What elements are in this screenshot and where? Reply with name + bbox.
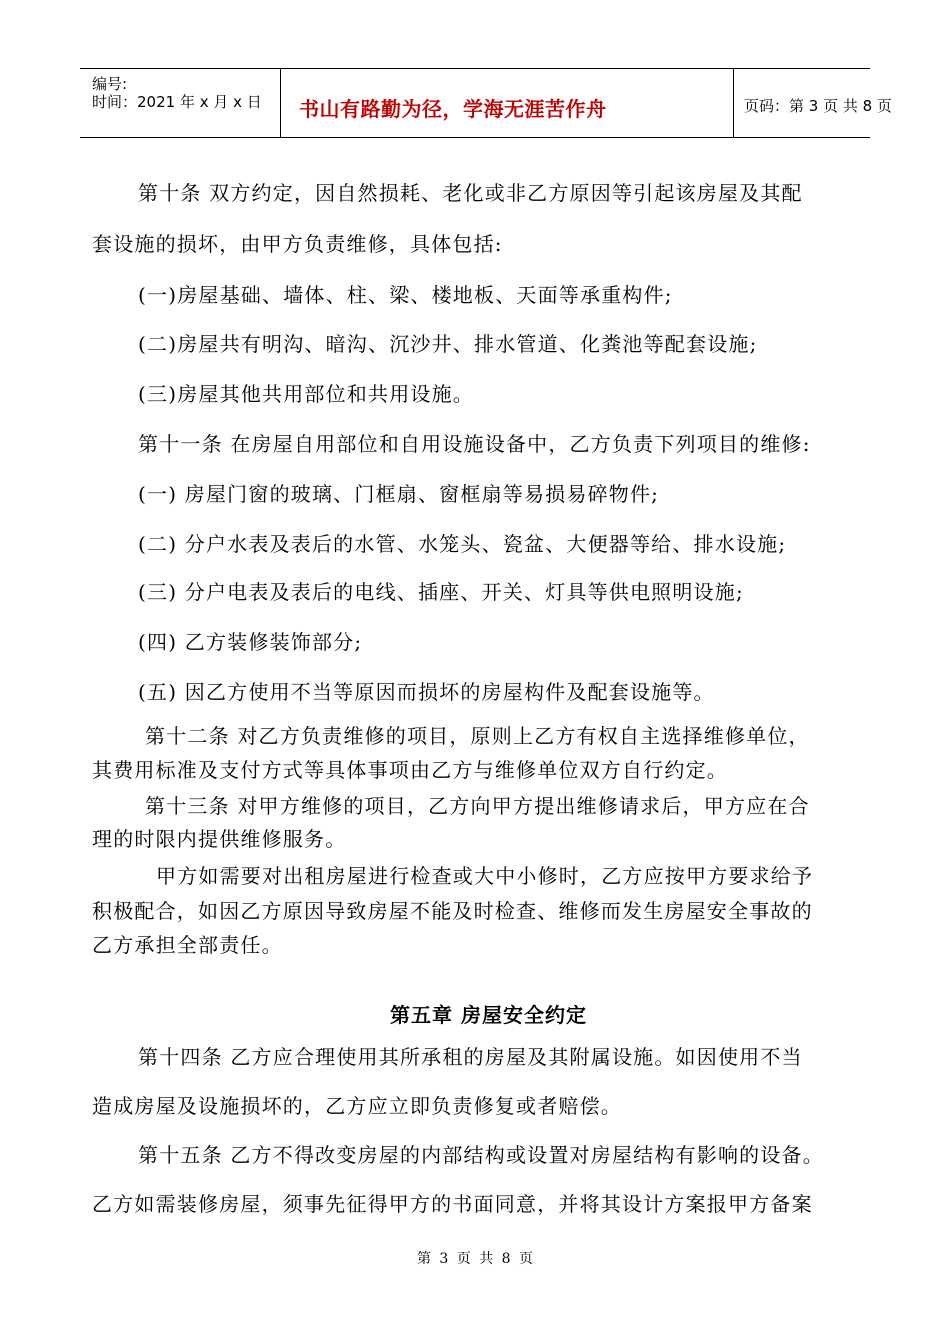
header-page-info: 页码：第 3 页 共 8 页 xyxy=(744,97,892,115)
document-date-label: 时间：2021 年 x 月 x 日 xyxy=(92,93,262,111)
article-10-item-1: (一)房屋基础、墙体、柱、梁、楼地板、天面等承重构件; xyxy=(138,283,673,307)
article-15-line-1: 第十五条 乙方不得改变房屋的内部结构或设置对房屋结构有影响的设备。 xyxy=(138,1143,824,1167)
article-11-item-3: (三) 分户电表及表后的电线、插座、开关、灯具等供电照明设施; xyxy=(138,580,744,604)
chapter-5-heading: 第五章 房屋安全约定 xyxy=(390,1003,587,1027)
article-10-line-2: 套设施的损坏，由甲方负责维修，具体包括: xyxy=(92,232,503,256)
article-11-item-2: (二) 分户水表及表后的水管、水笼头、瓷盆、大便器等给、排水设施; xyxy=(138,532,787,556)
article-11-item-4: (四) 乙方装修装饰部分; xyxy=(138,630,363,654)
article-10-item-2: (二)房屋共有明沟、暗沟、沉沙井、排水管道、化粪池等配套设施; xyxy=(138,332,758,356)
document-number-label: 编号: xyxy=(92,75,128,93)
header-motto-cell xyxy=(281,69,734,137)
article-14-line-2: 造成房屋及设施损坏的，乙方应立即负责修复或者赔偿。 xyxy=(92,1094,622,1118)
paragraph-line-3: 乙方承担全部责任。 xyxy=(92,933,283,957)
page-footer: 第 3 页 共 8 页 xyxy=(416,1251,534,1267)
article-10-item-3: (三)房屋其他共用部位和共用设施。 xyxy=(138,382,475,406)
article-10-line-1: 第十条 双方约定，因自然损耗、老化或非乙方原因等引起该房屋及其配 xyxy=(138,181,803,205)
header-motto: 书山有路勤为径，学海无涯苦作舟 xyxy=(299,97,607,121)
article-11-item-1: (一) 房屋门窗的玻璃、门框扇、窗框扇等易损易碎物件; xyxy=(138,482,660,506)
paragraph-line-2: 积极配合，如因乙方原因导致房屋不能及时检查、维修而发生房屋安全事故的 xyxy=(92,899,813,923)
article-14-line-1: 第十四条 乙方应合理使用其所承租的房屋及其附属设施。如因使用不当 xyxy=(138,1045,803,1069)
header-meta-cell xyxy=(80,69,281,137)
header-page-cell xyxy=(734,69,892,137)
article-11-item-5: (五) 因乙方使用不当等原因而损坏的房屋构件及配套设施等。 xyxy=(138,680,715,704)
paragraph-line-1: 甲方如需要对出租房屋进行检查或大中小修时，乙方应按甲方要求给予 xyxy=(156,864,814,888)
article-13-line-1: 第十三条 对甲方维修的项目，乙方向甲方提出维修请求后，甲方应在合 xyxy=(145,794,810,818)
article-11-line-1: 第十一条 在房屋自用部位和自用设施设备中，乙方负责下列项目的维修: xyxy=(138,432,811,456)
article-13-line-2: 理的时限内提供维修服务。 xyxy=(92,827,347,851)
article-12-line-2: 其费用标准及支付方式等具体事项由乙方与维修单位双方自行约定。 xyxy=(92,758,728,782)
article-15-line-2: 乙方如需装修房屋，须事先征得甲方的书面同意，并将其设计方案报甲方备案 xyxy=(92,1192,813,1216)
article-12-line-1: 第十二条 对乙方负责维修的项目，原则上乙方有权自主选择维修单位， xyxy=(145,724,810,748)
page-header xyxy=(80,68,892,138)
